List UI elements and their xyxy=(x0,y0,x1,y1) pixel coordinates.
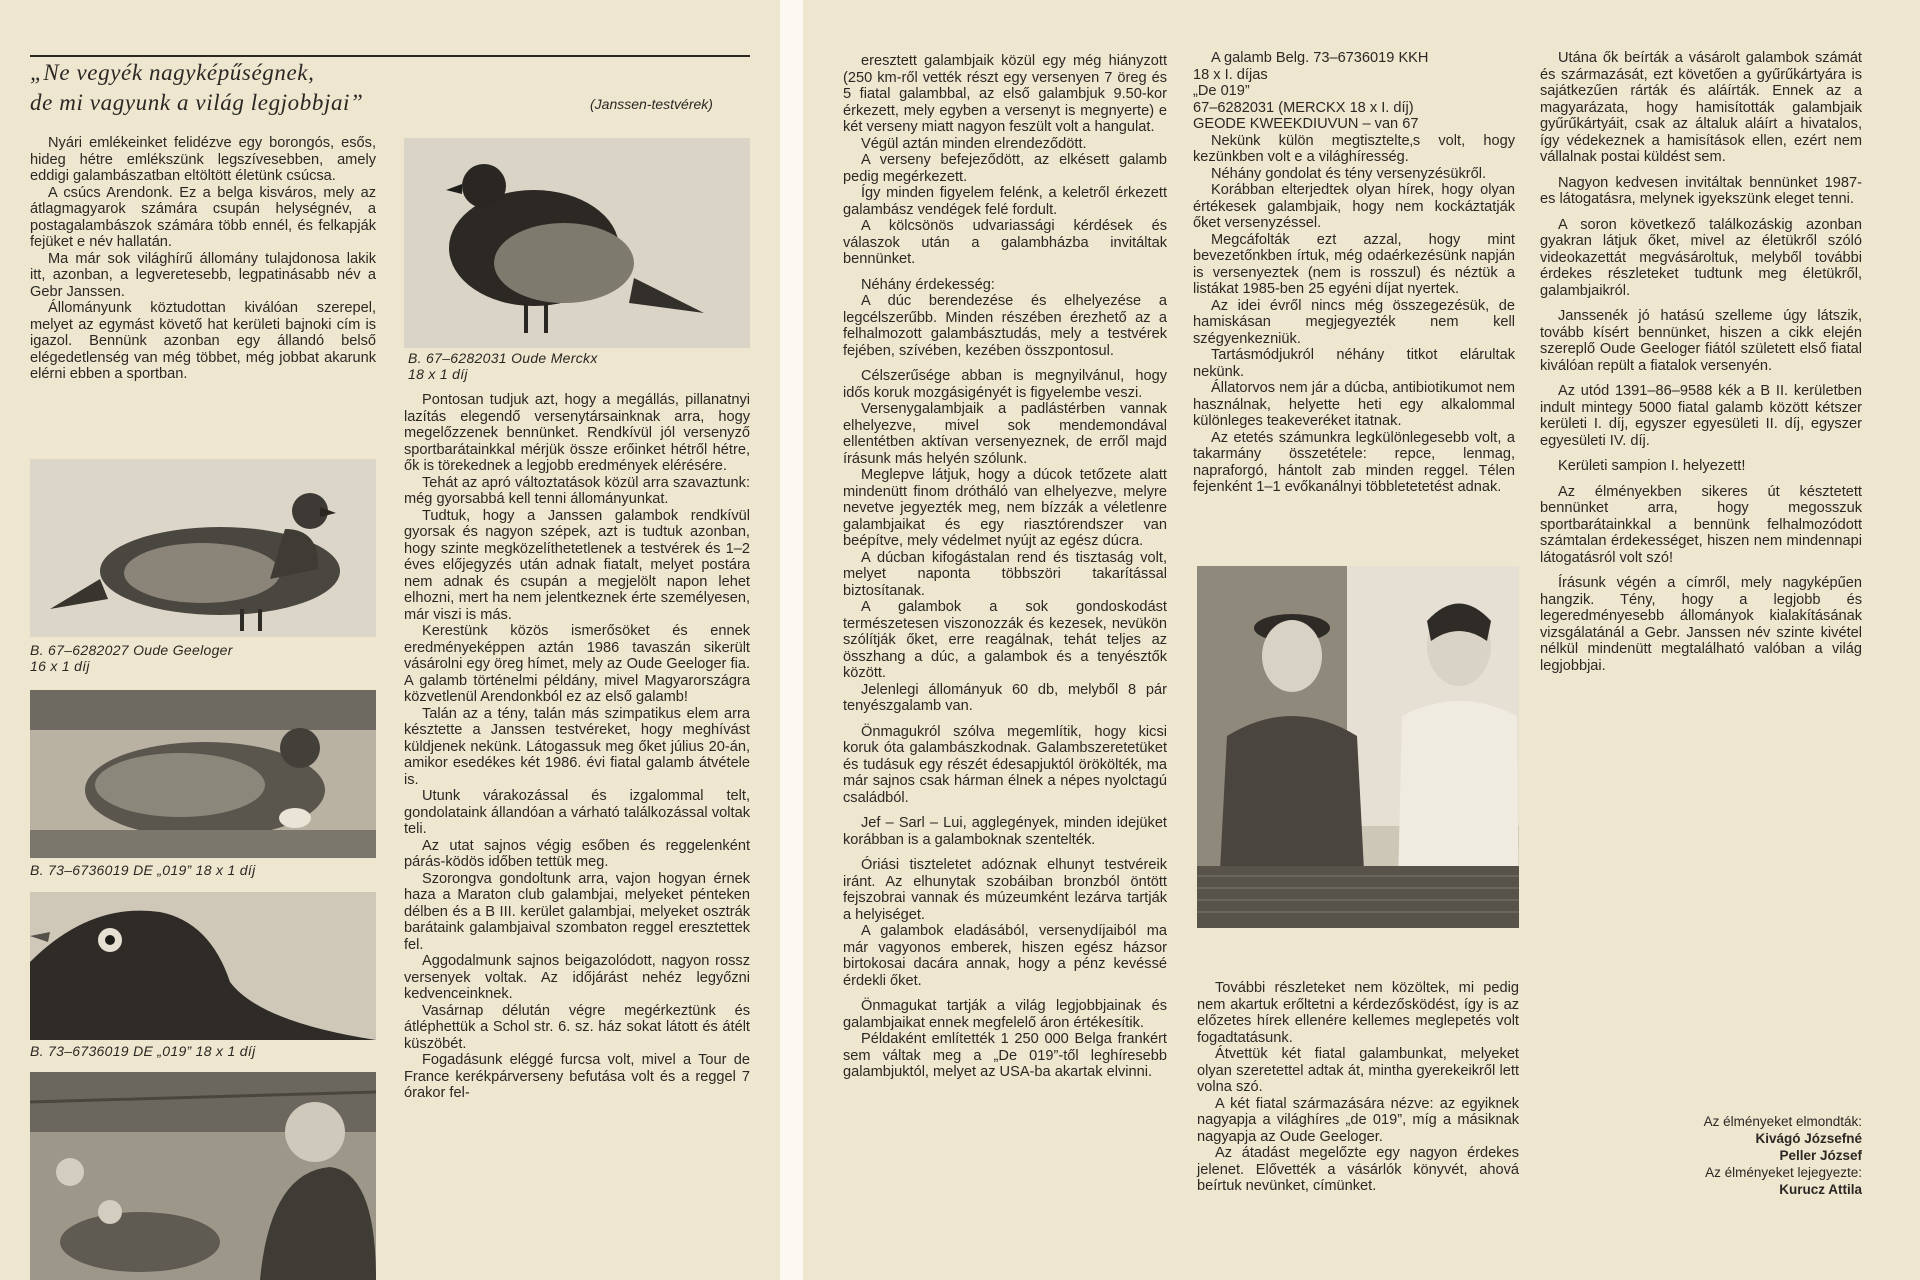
col4-paragraph: Az idei évről nincs még összegezésük, de hamiskásan megjegyezték nem kell szégyenkezniük. xyxy=(1193,297,1515,347)
signoff-told-by: Az élményeket elmondták: xyxy=(1703,1114,1862,1129)
caption-line: B. 73–6736019 DE „019” 18 x 1 díj xyxy=(30,1043,256,1059)
text-column-3 xyxy=(843,53,1167,1081)
col2-paragraph: Vasárnap délután végre megérkeztünk és átléphettük a Schol str. 6. sz. ház sokat látott és átélt küszöbét. xyxy=(404,1002,750,1052)
col2-paragraph: Utunk várakozással és izgalommal telt, gondolataink állandóan a várható találkozással voltak teli. xyxy=(404,788,750,837)
col4-paragraph: Az etetés számunkra legkülönlegesebb volt, a takarmány összetétele: repce, lenmag, napraforgó, hántolt zab minden reggel. Télen fejenként 1–1 evőkanálnyi többletetetést adnak. xyxy=(1193,429,1515,495)
dedication-line: GEODE KWEEKDIUVUN – van 67 xyxy=(1193,116,1419,132)
pigeon-photo-oude-merckx xyxy=(404,138,750,348)
col4_bottom-paragraph: A két fiatal származására nézve: az egyiknek nagyapja a világhíres „de 019”, míg a másiknak nagyapja az Oude Geeloger. xyxy=(1197,1095,1519,1145)
col1-paragraph: Ma már sok világhírű állomány tulajdonosa lakik itt, azonban, a legveretesebb, legpatinásabb név a Gebr Janssen. xyxy=(30,250,376,300)
col3-paragraph: Így minden figyelem felénk, a keletről érkezett galambász vendégek felé fordult. xyxy=(843,185,1167,218)
col2-paragraph: Fogadásunk eléggé furcsa volt, mivel a Tour de France kerékpárverseny befutása volt és a reggel 7 órakor fel- xyxy=(404,1052,750,1101)
dedication-line: 18 x I. díjas xyxy=(1193,66,1268,83)
col5-paragraph: Írásunk végén a címről, mely nagyképűen hangzik. Tény, hogy a legjobb és legeredményesebb állományok kialakításának vizsgálatánál a Gebr. Janssen név szinte kivétel nélkül mindenütt megtalálható valóban a világ legjobbjai. xyxy=(1540,575,1862,674)
col2-paragraph: Az utat sajnos végig esőben és reggelenként párás-ködös időben tettük meg. xyxy=(404,837,750,870)
man-with-pigeons-illustration xyxy=(30,1072,376,1280)
col3-paragraph: Versenygalambjaik a padlástérben vannak elhelyezve, mivel sok mendemondával ellentétben aktívan versenyeznek, de erről majd írásunk más helyén szólunk. xyxy=(843,401,1167,467)
col3-paragraph: Önmagukról szólva megemlítik, hogy kicsi koruk óta galambászkodnak. Galambszeretetüket és tudásuk egy részét édesapjuktól örökölték, ma már sajnos csak hárman élnek a népes nyolctagú családból. xyxy=(843,723,1167,806)
col4-paragraph: Nekünk külön megtisztelte‚s volt, hogy kezünkben volt e a világhíresség. xyxy=(1193,132,1515,165)
col3-paragraph: Önmagukat tartják a világ legjobbjainak és galambjaikat ennek megfelelő áron értékesítik. xyxy=(843,998,1167,1031)
col2-paragraph: Tehát az apró változtatások közül arra szavaztunk: még gyorsabbá kell tenni állományunkat. xyxy=(404,474,750,507)
col2-paragraph: Aggodalmunk sajnos beigazolódott, nagyon rossz versenyek voltak. Az időjárást nehéz legyőzni kedvenceinknek. xyxy=(404,953,750,1002)
col4_bottom-paragraph: Az átadást megelőzte egy nagyon érdekes jelenet. Elővették a vásárlók könyvét, ahová beírtuk nevünket, címünket. xyxy=(1197,1145,1519,1194)
col4-paragraph: Megcáfolták ezt azzal, hogy mint bevezetőnkben írtuk, még odaérkezésünk napján is versenyeztek (nem is rosszul) és néztük a listákat 1985-ben 25 egyéni díjat nyertek. xyxy=(1193,231,1515,297)
col1-paragraph: Nyári emlékeinket felidézve egy borongós, esős, hideg hétre emlékszünk legszívesebben, amely eddigi galambászatban eltöltött életünk csúcsa. xyxy=(30,135,376,184)
headline-line-2: de mi vagyunk a világ legjobbjai” xyxy=(30,90,364,115)
article-byline: (Janssen-testvérek) xyxy=(590,96,713,112)
col3-paragraph: Néhány érdekesség: xyxy=(861,276,995,293)
caption-oude-geeloger xyxy=(30,642,233,674)
caption-line: 18 x 1 díj xyxy=(408,366,468,382)
col4-paragraph: Tartásmódjukról néhány titkot elárultak nekünk. xyxy=(1193,347,1515,380)
col3-paragraph: A dúcban kifogástalan rend és tisztaság volt, melyet naponta többszöri takarítással biztosítanak. xyxy=(843,549,1167,599)
text-column-5 xyxy=(1540,50,1862,674)
janssen-brothers-photo xyxy=(1197,566,1519,928)
dedication-line: 67–6282031 (MERCKX 18 x I. díj) xyxy=(1193,99,1414,116)
dedication-line: „De 019” xyxy=(1193,83,1250,99)
pigeon-photo-nest xyxy=(30,690,376,858)
col3-paragraph: Jef – Sarl – Lui, agglegények, minden idejüket korábban is a galamboknak szentelték. xyxy=(843,815,1167,848)
col3-paragraph: Óriási tiszteletet adóznak elhunyt testvéreik iránt. Az elhunytak szobáiban bronzból öntött fejszobrai vannak és múzeumként lezárva tartják a helyiséget. xyxy=(843,857,1167,923)
col3-paragraph: A galambok eladásából, versenydíjaiból ma már vagyonos emberek, hiszen egész házsor birtokosai dacára annak, hogy a pénz kevéssé érdekli őket. xyxy=(843,923,1167,989)
headline-line-1: „Ne vegyék nagyképűségnek, xyxy=(30,60,315,85)
col5-paragraph: Utána ők beírták a vásárolt galambok számát és származását, ezt követően a gyűrűkártyára is sajátkezűen rárták és aláírták. Ennek az a magyarázata, hogy hamisították galambjaik gyűrűkártyáit, csak az általuk aláírt a hivatalos, így védekeznek a hamisítások ellen, ezért nem vállalnak postai küldést sem. xyxy=(1540,50,1862,165)
text-column-1 xyxy=(30,135,376,383)
signoff-written-by: Az élményeket lejegyezte: xyxy=(1705,1165,1862,1180)
col3-paragraph: A galambok a sok gondoskodást természetesen viszonozzák és kezesek, nevükön szólítják őket, erre reagálnak, tehát teljes az összhang a dúc, a galambok és a tenyésztők között. xyxy=(843,599,1167,681)
page-gutter xyxy=(780,0,803,1280)
col2-paragraph: Szorongva gondoltunk arra, vajon hogyan érnek haza a Maraton club galambjai, melyeket pénteken délben és a B III. kerület galambjai, melyeket osztrák barátaink galambjaival szombaton reggel eresztettek fel. xyxy=(404,870,750,953)
col3-paragraph: A dúc berendezése és elhelyezése a legcélszerűbb. Minden részében érezhető az a felhalmozott galambásztudás, mely a testvérek fejében, szívében, kezében összpontosul. xyxy=(843,293,1167,359)
caption-line: B. 67–6282027 Oude Geeloger xyxy=(30,642,233,658)
nesting-pigeon-illustration xyxy=(30,690,376,858)
caption-de-019-b xyxy=(30,1043,256,1059)
dedication-line: A galamb Belg. 73–6736019 KKH xyxy=(1211,50,1429,66)
caption-line: B. 67–6282031 Oude Merckx xyxy=(408,350,598,366)
col4-paragraph: Korábban elterjedtek olyan hírek, hogy olyan értékesek galambjaik, hogy nem kockáztatják őket versenyzéssel. xyxy=(1193,182,1515,231)
text-column-4-bottom xyxy=(1197,980,1519,1195)
col3-paragraph: A kölcsönös udvariassági kérdések és válaszok után a galambházba invitáltak bennünket. xyxy=(843,218,1167,267)
col3-paragraph: Meglepve látjuk, hogy a dúcok tetőzete alatt mindenütt finom dróthálό van elhelyezve, melyre nevetve jegyezték meg, nem bízzák a véletlenre galambjaikat és egy riasztórendszer van beépítve, mely védelmet nyújt az egész dúcra. xyxy=(843,467,1167,549)
pigeon-photo-closeup xyxy=(30,892,376,1040)
caption-line: B. 73–6736019 DE „019” 18 x 1 díj xyxy=(30,862,256,878)
col5-paragraph: Janssenék jó hatású szelleme úgy látszik, tovább kísért bennünket, hiszen a cikk elején szereplő Oude Geeloger fiától született első fiatal kiválóan repült a fiatalok versenyén. xyxy=(1540,308,1862,374)
col3-paragraph: Jelenlegi állományuk 60 db, melyből 8 pár tenyészgalamb van. xyxy=(843,681,1167,714)
col4_bottom-paragraph: További részleteket nem közöltek, mi pedig nem akartuk erőltetni a kérdezősködést, így is az előzetes hírek ellenére kellemes meglepetés volt fogadtatásunk. xyxy=(1197,980,1519,1046)
col5-paragraph: Kerületi sampion I. helyezett! xyxy=(1558,458,1746,474)
author-name: Kurucz Attila xyxy=(1779,1182,1862,1197)
pigeon-illustration xyxy=(404,138,750,348)
text-column-2 xyxy=(404,392,750,1102)
author-name: Kivágó Józsefné xyxy=(1755,1131,1862,1146)
col4-paragraph: Néhány gondolat és tény versenyzésükről. xyxy=(1211,165,1487,182)
people-illustration xyxy=(1197,566,1519,928)
col5-paragraph: Nagyon kedvesen invitáltak bennünket 1987-es látogatásra, melynek igyekszünk eleget tenni. xyxy=(1540,174,1862,207)
caption-de-019-a xyxy=(30,862,256,878)
headline-rule xyxy=(30,55,750,57)
col5-paragraph: A soron következő találkozáskig azonban gyakran látjuk őket, mivel az életükről szóló videokazettát megvásároltuk, melyből további érdekes részleteket tudtunk meg életükről, galambjaikról. xyxy=(1540,216,1862,299)
author-name: Peller József xyxy=(1779,1148,1862,1163)
col4-paragraph: Állatorvos nem jár a dúcba, antibiotikumot nem használnak, helyette heti egy alkalommal különleges teakeveréket itatnak. xyxy=(1193,380,1515,429)
caption-oude-merckx xyxy=(408,350,598,382)
col2-paragraph: Pontosan tudjuk azt, hogy a megállás, pillanatnyi lazítás elegendő versenytársainknak arra, hogy megelőzzenek bennünket. Rendkívül jól versenyző sportbarátainkkal mérjük össze erőinket hétről hétre, ők is törekednek a legjobb eredmények elérésére. xyxy=(404,392,750,474)
man-with-pigeons-photo xyxy=(30,1072,376,1280)
col3-paragraph: A verseny befejeződött, az elkésett galamb pedig megérkezett. xyxy=(843,152,1167,185)
col4_bottom-paragraph: Átvettük két fiatal galambunkat, melyeket olyan szeretettel adtak át, mintha gyerekeikről lett volna szó. xyxy=(1197,1046,1519,1095)
text-column-4 xyxy=(1193,50,1515,496)
article-signoff xyxy=(1520,1113,1862,1198)
pigeon-illustration xyxy=(30,459,376,637)
col2-paragraph: Tudtuk, hogy a Janssen galambok rendkívül gyorsak és nagyon szépek, azt is tudtuk azonban, hogy szinte megközelíthetetlenek a testvérek és 1–2 éves előjegyzés után adnak fiatalt, melyet postára nem adnak és csupán a megjelölt napon lehet elhozni, mert ha nem jelentkeznek érte személyesen, már viszi is más. xyxy=(404,507,750,623)
caption-line: 16 x 1 díj xyxy=(30,658,90,674)
pigeon-photo-oude-geeloger xyxy=(30,459,376,637)
col3-paragraph: Végül aztán minden elrendeződött. xyxy=(861,135,1087,152)
pigeon-head-illustration xyxy=(30,892,376,1040)
col5-paragraph: Az élményekben sikeres út késztetett bennünket arra, hogy megosszuk sportbarátainkkal a bennünk felhalmozódott számtalan érdekességet, hiszen nem mindennapi látogatásról volt szó! xyxy=(1540,483,1862,566)
col3-paragraph: Célszerűsége abban is megnyilvánul, hogy idős koruk mozgásigényét is figyelembe veszi. xyxy=(843,368,1167,401)
col3-paragraph: Példaként említették 1 250 000 Belga frankért sem váltak meg a „De 019”-től leghíresebb galambjuktól, melyet az USA-ba akartak elvinni. xyxy=(843,1031,1167,1080)
col1-paragraph: A csúcs Arendonk. Ez a belga kisváros, mely az átlagmagyarok számára csupán helységnév, a postagalambászok számára több ennél, és felkapják fejüket e név hallatán. xyxy=(30,184,376,250)
col2-paragraph: Kerestünk közös ismerősöket és ennek eredményeképpen aztán 1986 tavaszán sikerült vásárolni egy öreg hímet, mely az Oude Geeloger fia. A galamb történelmi példány, mivel Magyarországra közvetlenül Arendonkból ez az első galamb! xyxy=(404,623,750,705)
col2-paragraph: Talán az a tény, talán más szimpatikus elem arra késztette a Janssen testvéreket, hogy meghívást küldjenek nekünk. Látogassuk meg őket július 20-án, amikor esedékes két 1986. évi fiatal galamb átvétele is. xyxy=(404,705,750,788)
col1-paragraph: Állományunk köztudottan kiválóan szerepel, melyet az egymást követő hat kerületi bajnoki cím is igazol. Bennünk azonban egy állandó belső elégedetlenség van még többet, még jobbat akarunk elérni ebben a sportban. xyxy=(30,300,376,382)
col5-paragraph: Az utód 1391–86–9588 kék a B II. kerületben indult mintegy 5000 fiatal galamb között kétszer kerületi I. díj, egyszer egyesületi II. díj, egyszer egyesületi IV. díj. xyxy=(1540,383,1862,449)
col3-paragraph: eresztett galambjaik közül egy még hiányzott (250 km-ről vették részt egy versenyen 7 öreg és 5 fiatal galambbal, az első galambjuk 9.50-kor érkezett, mely egyben a versenyt is megnyerte) e két verseny miatt nagyon feszült volt a hangulat. xyxy=(843,53,1167,135)
